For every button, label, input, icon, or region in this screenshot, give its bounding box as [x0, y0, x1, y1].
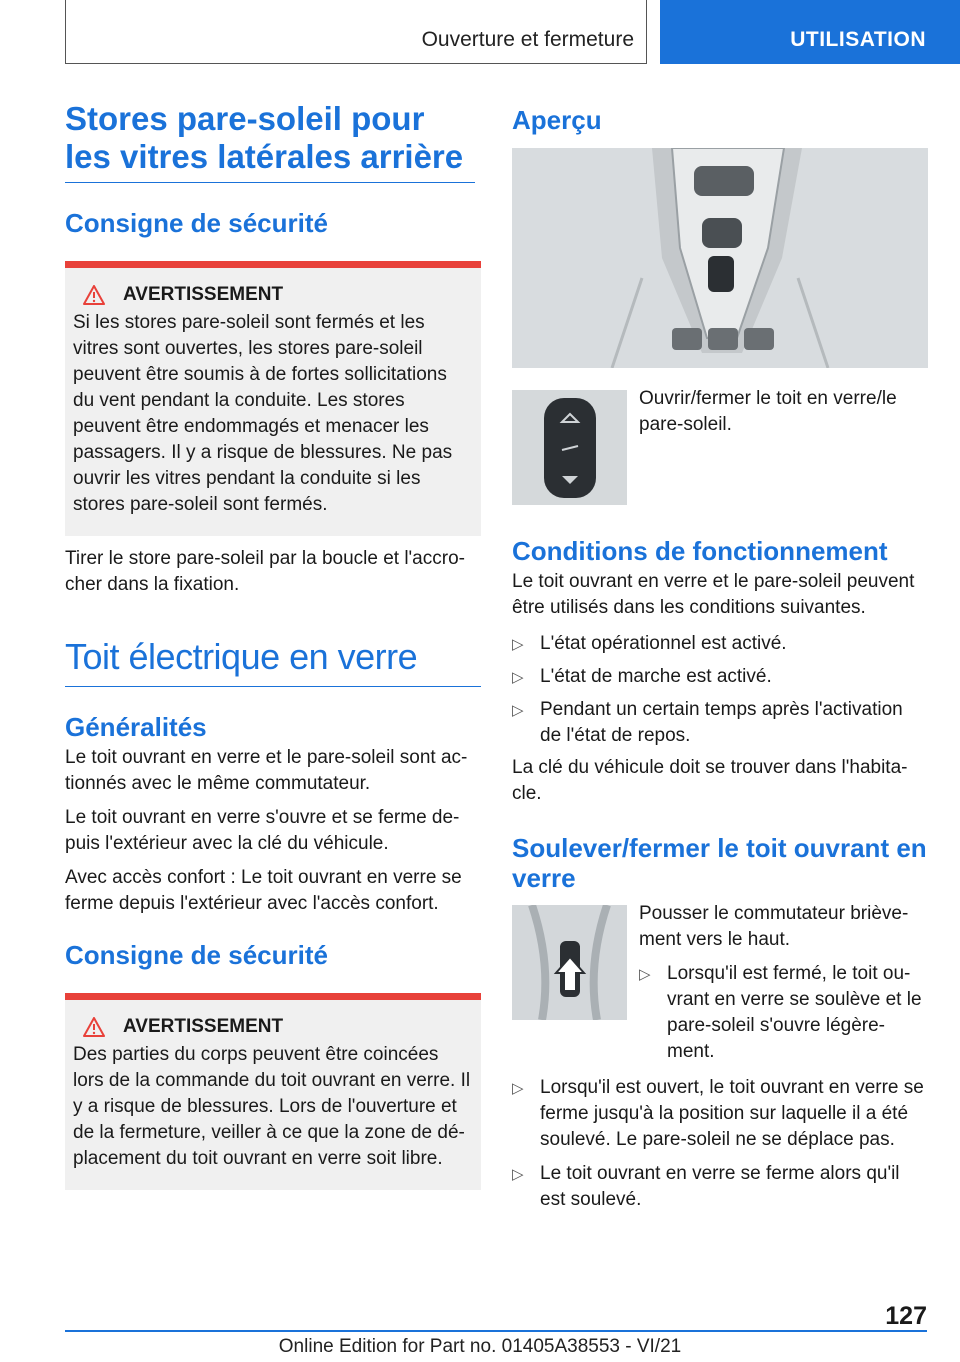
- list-item: ▷ L'état opérationnel est activé.: [512, 631, 928, 658]
- heading-safety-1: Consigne de sécurité: [65, 208, 328, 238]
- list-item: ▷ Lorsqu'il est ouvert, le toit ouvrant en verre se ferme jusqu'à la position sur laquelle il a été soulevé. Le pare-soleil ne se déplace pas.: [512, 1075, 928, 1153]
- para-general-1: Le toit ouvrant en verre et le pare-soleil sont ac-tionnés avec le même commutateur.: [65, 747, 468, 794]
- bullet-triangle-icon: ▷: [512, 669, 524, 686]
- roof-switch-illustration: [512, 390, 627, 505]
- para-general-3: Avec accès confort : Le toit ouvrant en verre se ferme depuis l'extérieur avec l'accès confort.: [65, 867, 462, 914]
- lift-caption: Pousser le commutateur briève-ment vers le haut.: [639, 903, 909, 950]
- bullet-triangle-icon: ▷: [639, 966, 651, 983]
- heading-safety-2: Consigne de sécurité: [65, 940, 328, 970]
- warning-triangle-icon: [83, 1017, 105, 1037]
- switch-caption: Ouvrir/fermer le toit en verre/le pare-soleil.: [639, 388, 897, 435]
- warning-title-1: AVERTISSEMENT: [123, 284, 284, 305]
- warning-title-2: AVERTISSEMENT: [123, 1016, 284, 1037]
- warning-box-1: [65, 261, 481, 536]
- warning-text-2: Des parties du corps peuvent être coincées lors de la commande du toit ouvrant en verre. Il y a risque de blessures. Lors de l'ouverture et de la fermeture, veiller à ce que la zone de dé-placement du toit ouvrant en verre soit libre.: [73, 1044, 471, 1169]
- heading-lift-close: Soulever/fermer le toit ouvrant en verre: [512, 833, 927, 893]
- warning-box-2: [65, 993, 481, 1190]
- heading-sunblinds: Stores pare-soleil pour les vitres latérales arrière: [65, 100, 475, 183]
- para-pull-sunblind: Tirer le store pare-soleil par la boucle et l'accro-cher dans la fixation.: [65, 548, 465, 595]
- para-key-location: La clé du véhicule doit se trouver dans l'habita-cle.: [512, 757, 908, 804]
- bullet-triangle-icon: ▷: [512, 1080, 524, 1097]
- lift-switch-image: [512, 905, 627, 1020]
- bullet-triangle-icon: ▷: [512, 636, 524, 653]
- header-chapter-tab[interactable]: [660, 0, 960, 64]
- heading-conditions: Conditions de fonctionnement: [512, 536, 888, 566]
- left-column: [65, 100, 481, 1190]
- roof-switch-image: [512, 390, 627, 505]
- heading-glass-roof: Toit électrique en verre: [65, 638, 481, 687]
- lift-list: [512, 1075, 928, 1213]
- warning-text-1: Si les stores pare-soleil sont fermés et les vitres sont ouvertes, les stores pare-soleil peuvent être soumis à de fortes sollicitations du vent pendant la conduite. Les stores peuvent être endommagés et menacer les passagers. Il y a risque de blessures. Ne pas ouvrir les vitres pendant la conduite si les stores pare-soleil sont fermés.: [73, 312, 453, 515]
- right-column: [512, 100, 928, 1213]
- header-section-box: [65, 0, 647, 64]
- overhead-console-image: [512, 148, 928, 368]
- lift-switch-illustration: [512, 905, 627, 1020]
- list-item: ▷ Le toit ouvrant en verre se ferme alors qu'il est soulevé.: [512, 1161, 928, 1213]
- bullet-triangle-icon: ▷: [512, 702, 524, 719]
- footer-edition: Online Edition for Part no. 01405A38553 - VI/21: [278, 1336, 682, 1357]
- conditions-list: [512, 631, 928, 749]
- footer-divider: [65, 1330, 927, 1332]
- heading-overview: Aperçu: [512, 105, 602, 135]
- overhead-console-illustration: [512, 148, 928, 368]
- para-conditions: Le toit ouvrant en verre et le pare-soleil peuvent être utilisés dans les conditions suivantes.: [512, 571, 915, 618]
- list-item: ▷ Lorsqu'il est fermé, le toit ou-vrant en verre se soulève et le pare-soleil s'ouvre légère-ment.: [639, 961, 928, 1065]
- heading-general: Généralités: [65, 712, 207, 742]
- bullet-triangle-icon: ▷: [512, 1166, 524, 1183]
- page-number: 127: [885, 1302, 927, 1330]
- warning-triangle-icon: [83, 285, 105, 305]
- header-chapter-label: UTILISATION: [790, 28, 926, 51]
- para-general-2: Le toit ouvrant en verre s'ouvre et se ferme de-puis l'extérieur avec la clé du véhicule.: [65, 807, 460, 854]
- list-item: ▷ Pendant un certain temps après l'activation de l'état de repos.: [512, 697, 928, 749]
- list-item: ▷ L'état de marche est activé.: [512, 664, 928, 691]
- header-section-title: Ouverture et fermeture: [421, 28, 634, 51]
